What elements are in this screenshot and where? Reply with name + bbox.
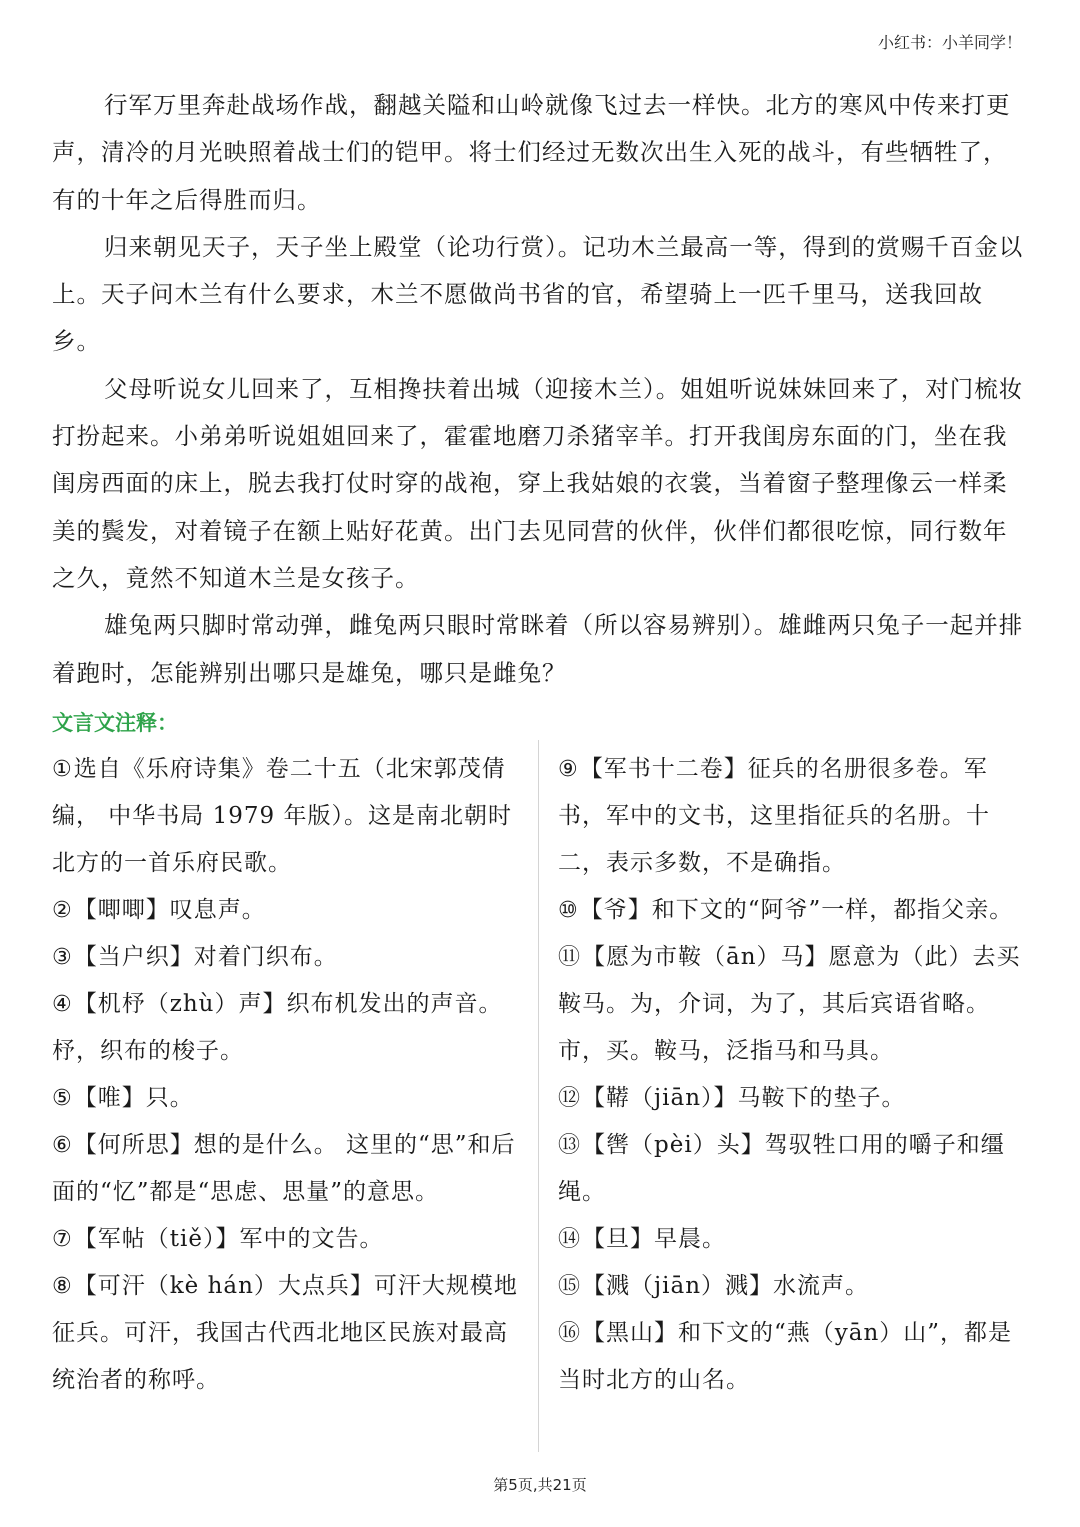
note-item: ⑬【辔（pèi）头】驾驭牲口用的嚼子和缰绳。: [558, 1132, 1005, 1205]
note-item: ⑮【溅（jiān）溅】水流声。: [558, 1273, 870, 1299]
note-item: ⑤【唯】只。: [52, 1085, 194, 1111]
note-item: ⑥【何所思】想的是什么。 这里的“思”和后面的“忆”都是“思虑、思量”的意思。: [52, 1132, 516, 1205]
note-item: ⑧【可汗（kè hán）大点兵】可汗大规模地征兵。可汗，我国古代西北地区民族对最高统治者的称呼。: [52, 1273, 518, 1393]
translation-paragraph: 父母听说女儿回来了，互相搀扶着出城（迎接木兰）。姐姐听说妹妹回来了，对门梳妆打扮起来。小弟弟听说姐姐回来了，霍霍地磨刀杀猪宰羊。打开我闺房东面的门，坐在我闺房西面的床上，脱去我打仗时穿的战袍，穿上我姑娘的衣裳，当着窗子整理像云一样柔美的鬓发，对着镜子在额上贴好花黄。出门去见同营的伙伴，伙伴们都很吃惊，同行数年之久，竟然不知道木兰是女孩子。: [52, 374, 1024, 592]
note-item: ②【唧唧】叹息声。: [52, 897, 266, 923]
note-item: ④【机杼（zhù）声】织布机发出的声音。杼，织布的梭子。: [52, 991, 503, 1064]
note-item: ①选自《乐府诗集》卷二十五（北宋郭茂倩编， 中华书局 1979 年版）。这是南北朝时北方的一首乐府民歌。: [52, 756, 512, 876]
note-item: ⑨【军书十二卷】征兵的名册很多卷。军书，军中的文书，这里指征兵的名册。十二，表示多数，不是确指。: [558, 756, 990, 876]
note-item: ⑪【愿为市鞍（ān）马】愿意为（此）去买鞍马。为，介词，为了，其后宾语省略。市，买。鞍马，泛指马和马具。: [558, 944, 1021, 1064]
notes-column-right: [558, 746, 1032, 1404]
note-item: ③【当户织】对着门织布。: [52, 944, 338, 970]
note-item: ⑦【军帖（tiě）】军中的文告。: [52, 1226, 384, 1252]
page-number: 第5页,共21页: [493, 1476, 587, 1494]
column-divider: [538, 740, 539, 1452]
note-item: ⑯【黑山】和下文的“燕（yān）山”，都是当时北方的山名。: [558, 1320, 1013, 1393]
note-item: ⑫【鞯（jiān）】马鞍下的垫子。: [558, 1085, 906, 1111]
notes-title: 文言文注释：: [52, 711, 178, 735]
translation-paragraph: 归来朝见天子，天子坐上殿堂（论功行赏）。记功木兰最高一等，得到的赏赐千百金以上。天子问木兰有什么要求，木兰不愿做尚书省的官，希望骑上一匹千里马，送我回故乡。: [52, 232, 1024, 356]
note-item: ⑩【爷】和下文的“阿爷”一样，都指父亲。: [558, 897, 1014, 923]
translation-paragraph: 雄兔两只脚时常动弹，雌兔两只眼时常眯着（所以容易辨别）。雄雌两只兔子一起并排着跑时，怎能辨别出哪只是雄兔，哪只是雌兔？: [52, 611, 1024, 687]
translation-paragraph: 行军万里奔赴战场作战，翻越关隘和山岭就像飞过去一样快。北方的寒风中传来打更声，清冷的月光映照着战士们的铠甲。将士们经过无数次出生入死的战斗，有些牺牲了，有的十年之后得胜而归。: [52, 91, 1011, 214]
notes-column-left: [52, 746, 526, 1404]
source-note: 小红书：小羊同学！: [877, 33, 1022, 52]
note-item: ⑭【旦】早晨。: [558, 1226, 727, 1252]
translation-section: [52, 82, 1028, 697]
